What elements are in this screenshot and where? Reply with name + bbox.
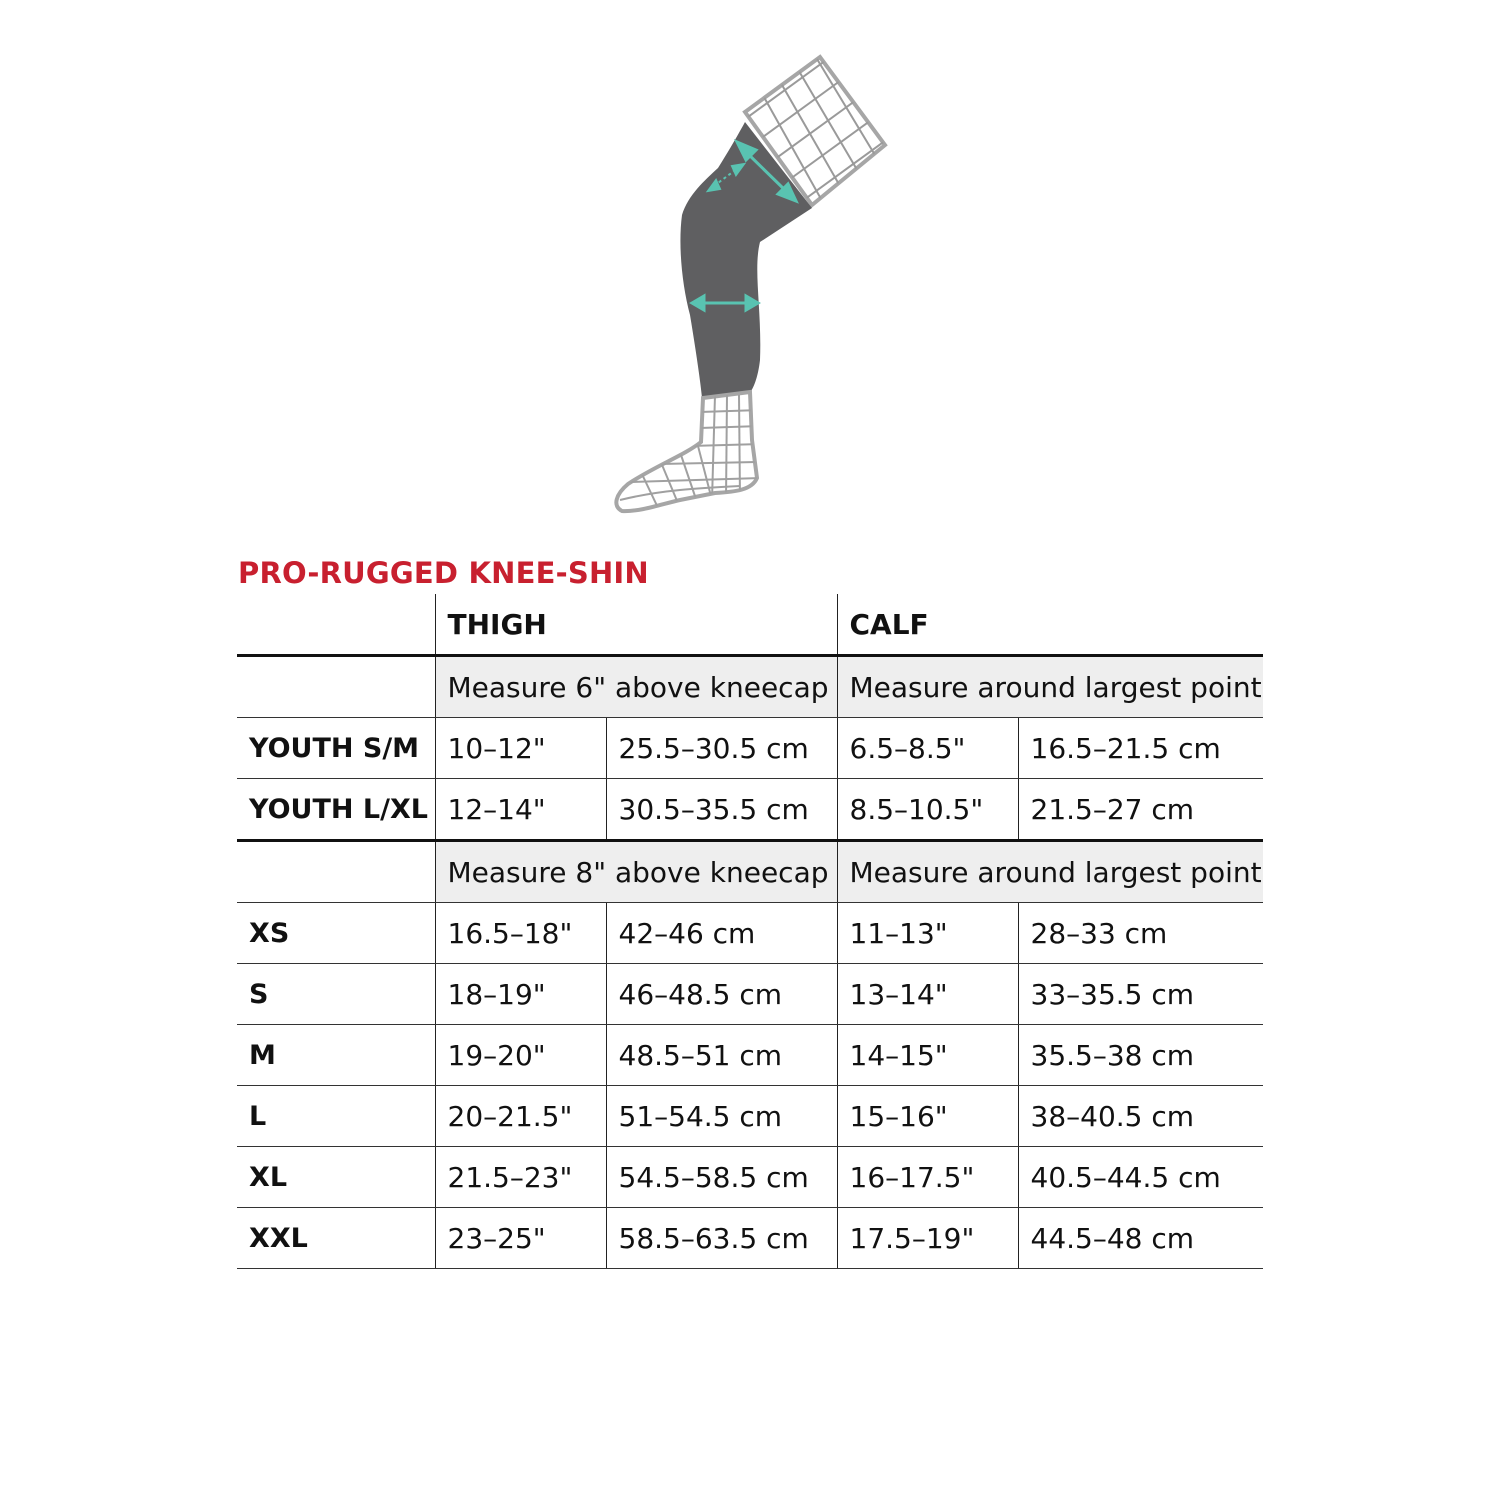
table-row xyxy=(237,903,1263,964)
product-title: PRO-RUGGED KNEE-SHIN xyxy=(238,556,649,590)
thigh-header: THIGH xyxy=(435,594,837,656)
thigh-inches: 23–25" xyxy=(435,1208,606,1269)
table-row xyxy=(237,779,1263,841)
youth-measure-row xyxy=(237,656,1263,718)
measure-empty-cell xyxy=(237,656,435,718)
thigh-cm: 25.5–30.5 cm xyxy=(606,718,837,779)
size-label: S xyxy=(237,964,435,1025)
calf-cm: 16.5–21.5 cm xyxy=(1018,718,1263,779)
table-row xyxy=(237,1025,1263,1086)
size-label: L xyxy=(237,1086,435,1147)
calf-inches: 15–16" xyxy=(837,1086,1018,1147)
calf-inches: 6.5–8.5" xyxy=(837,718,1018,779)
thigh-cm: 54.5–58.5 cm xyxy=(606,1147,837,1208)
table-row xyxy=(237,1208,1263,1269)
youth-calf-measure-note: Measure around largest point xyxy=(837,656,1263,718)
calf-cm: 44.5–48 cm xyxy=(1018,1208,1263,1269)
size-label: XL xyxy=(237,1147,435,1208)
calf-cm: 40.5–44.5 cm xyxy=(1018,1147,1263,1208)
thigh-cm: 48.5–51 cm xyxy=(606,1025,837,1086)
thigh-cm: 42–46 cm xyxy=(606,903,837,964)
thigh-inches: 20–21.5" xyxy=(435,1086,606,1147)
size-label: YOUTH S/M xyxy=(237,718,435,779)
table-row xyxy=(237,1086,1263,1147)
size-chart-table xyxy=(237,594,1263,1269)
calf-cm: 33–35.5 cm xyxy=(1018,964,1263,1025)
calf-cm: 21.5–27 cm xyxy=(1018,779,1263,841)
size-label: M xyxy=(237,1025,435,1086)
calf-cm: 28–33 cm xyxy=(1018,903,1263,964)
thigh-inches: 10–12" xyxy=(435,718,606,779)
calf-inches: 13–14" xyxy=(837,964,1018,1025)
thigh-cm: 30.5–35.5 cm xyxy=(606,779,837,841)
calf-cm: 35.5–38 cm xyxy=(1018,1025,1263,1086)
youth-thigh-measure-note: Measure 6" above kneecap xyxy=(435,656,837,718)
header-empty-cell xyxy=(237,594,435,656)
foot-wireframe xyxy=(616,392,760,512)
measure-empty-cell xyxy=(237,841,435,903)
calf-inches: 8.5–10.5" xyxy=(837,779,1018,841)
knee-shin-guard-illustration xyxy=(600,50,900,520)
calf-header: CALF xyxy=(837,594,1263,656)
calf-inches: 16–17.5" xyxy=(837,1147,1018,1208)
adult-measure-row xyxy=(237,841,1263,903)
table-row xyxy=(237,1147,1263,1208)
size-label: XS xyxy=(237,903,435,964)
thigh-inches: 16.5–18" xyxy=(435,903,606,964)
table-header-row xyxy=(237,594,1263,656)
thigh-cm: 46–48.5 cm xyxy=(606,964,837,1025)
thigh-inches: 21.5–23" xyxy=(435,1147,606,1208)
thigh-inches: 19–20" xyxy=(435,1025,606,1086)
thigh-inches: 18–19" xyxy=(435,964,606,1025)
table-row xyxy=(237,718,1263,779)
calf-cm: 38–40.5 cm xyxy=(1018,1086,1263,1147)
calf-inches: 11–13" xyxy=(837,903,1018,964)
thigh-inches: 12–14" xyxy=(435,779,606,841)
adult-calf-measure-note: Measure around largest point xyxy=(837,841,1263,903)
thigh-cm: 51–54.5 cm xyxy=(606,1086,837,1147)
adult-thigh-measure-note: Measure 8" above kneecap xyxy=(435,841,837,903)
thigh-cm: 58.5–63.5 cm xyxy=(606,1208,837,1269)
calf-inches: 17.5–19" xyxy=(837,1208,1018,1269)
calf-inches: 14–15" xyxy=(837,1025,1018,1086)
size-label: XXL xyxy=(237,1208,435,1269)
size-label: YOUTH L/XL xyxy=(237,779,435,841)
table-row xyxy=(237,964,1263,1025)
